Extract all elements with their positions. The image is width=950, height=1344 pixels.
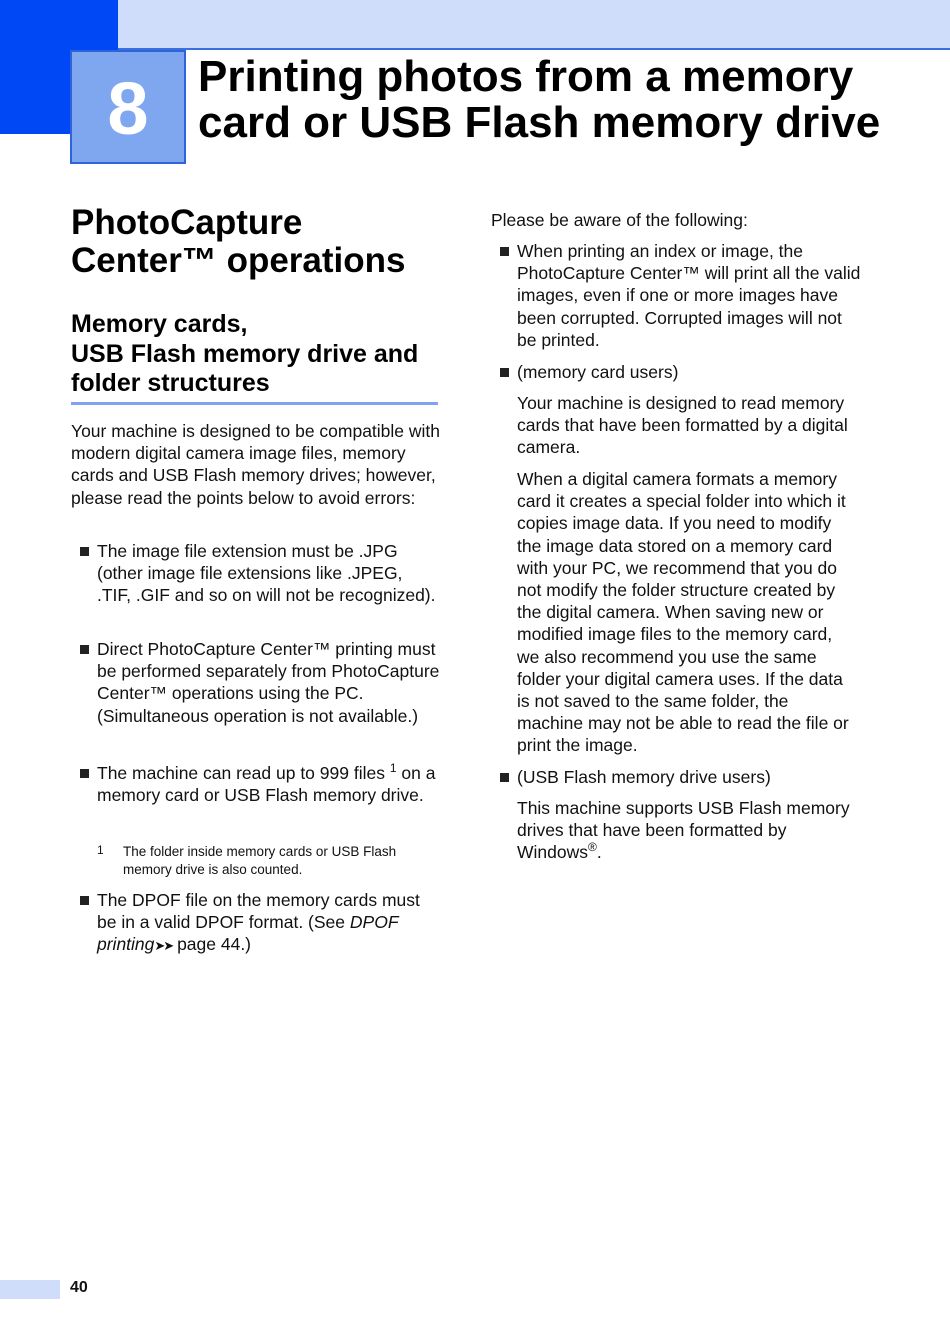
square-bullet-icon xyxy=(80,645,89,654)
double-arrow-icon: ➤➤ xyxy=(154,938,173,954)
square-bullet-icon xyxy=(80,547,89,556)
subsection-rule xyxy=(71,402,438,405)
header-band-line xyxy=(118,48,950,50)
square-bullet-icon xyxy=(500,368,509,377)
left-bullet-list-2 xyxy=(71,638,441,727)
left-bullet-list-4 xyxy=(71,889,441,958)
header-band xyxy=(118,0,950,48)
footnote-ref[interactable]: 1 xyxy=(389,761,397,776)
list-item: Direct PhotoCapture Center™ printing must be performed separately from PhotoCapture Center™ operations using the PC. (Simultaneous operation is not available.) xyxy=(71,638,441,727)
memory-card-paragraph-1: Your machine is designed to read memory cards that have been formatted by a digital camera. xyxy=(517,393,848,458)
list-item: When printing an index or image, the PhotoCapture Center™ will print all the valid images, even if one or more images have been corrupted. Corrupted images will not be printed. xyxy=(491,240,861,351)
square-bullet-icon xyxy=(500,773,509,782)
chapter-number: 8 xyxy=(70,50,186,164)
left-bullet-list-1 xyxy=(71,540,441,607)
list-item: (memory card users) xyxy=(491,361,861,383)
dpof-printing-link[interactable]: DPOF printing xyxy=(97,912,399,955)
page-number: 40 xyxy=(70,1279,88,1296)
list-item: The machine can read up to 999 files $^1$ on a memory card or USB Flash memory drive. xyxy=(71,762,441,806)
list-item: The DPOF file on the memory cards must be in a valid DPOF format. (See DPOF printing➤➤ page 44.) xyxy=(71,889,441,958)
usb-paragraph: This machine supports USB Flash memory drives that have been formatted by Windows®. xyxy=(517,798,850,863)
list-item: The image file extension must be .JPG (other image file extensions like .JPEG, .TIF, .GIF and so on will not be recognized). xyxy=(71,540,441,607)
section-title: PhotoCapture Center™ operations xyxy=(71,203,406,280)
footnote-number: 1 xyxy=(97,843,104,857)
right-bullet-list-1 xyxy=(491,240,861,351)
subsection-title xyxy=(71,310,441,399)
intro-paragraph: Your machine is designed to be compatible with modern digital camera image files, memory cards and USB Flash memory drives; however, please read the points below to avoid errors: xyxy=(71,421,441,508)
left-bullet-list-3 xyxy=(71,762,441,806)
right-bullet-list-3 xyxy=(491,766,861,788)
chapter-title: Printing photos from a memory card or USB Flash memory drive xyxy=(198,52,881,147)
footnote-text: The folder inside memory cards or USB Flash memory drive is also counted. xyxy=(123,844,397,877)
memory-card-paragraph-2: When a digital camera formats a memory card it creates a special folder into which it copies image data. If you need to modify the image data stored on a memory card with your PC, we recommend that you do not modify the folder structure created by the digital camera. When saving new or modified image files to the memory card, we also recommend you use the same folder your digital camera uses. If the data is not saved to the same folder, the machine may not be able to read the file or print the image. xyxy=(517,469,849,756)
aware-paragraph: Please be aware of the following: xyxy=(491,210,748,230)
footnote xyxy=(97,843,437,879)
square-bullet-icon xyxy=(80,896,89,905)
list-item: (USB Flash memory drive users) xyxy=(491,766,861,788)
page-tab xyxy=(0,1280,60,1299)
registered-mark: ® xyxy=(588,840,597,855)
square-bullet-icon xyxy=(80,769,89,778)
subsection-title-line2: USB Flash memory drive and folder structures xyxy=(71,339,419,397)
subsection-title-line1: Memory cards, xyxy=(71,310,248,338)
square-bullet-icon xyxy=(500,247,509,256)
right-bullet-list-2 xyxy=(491,361,861,383)
